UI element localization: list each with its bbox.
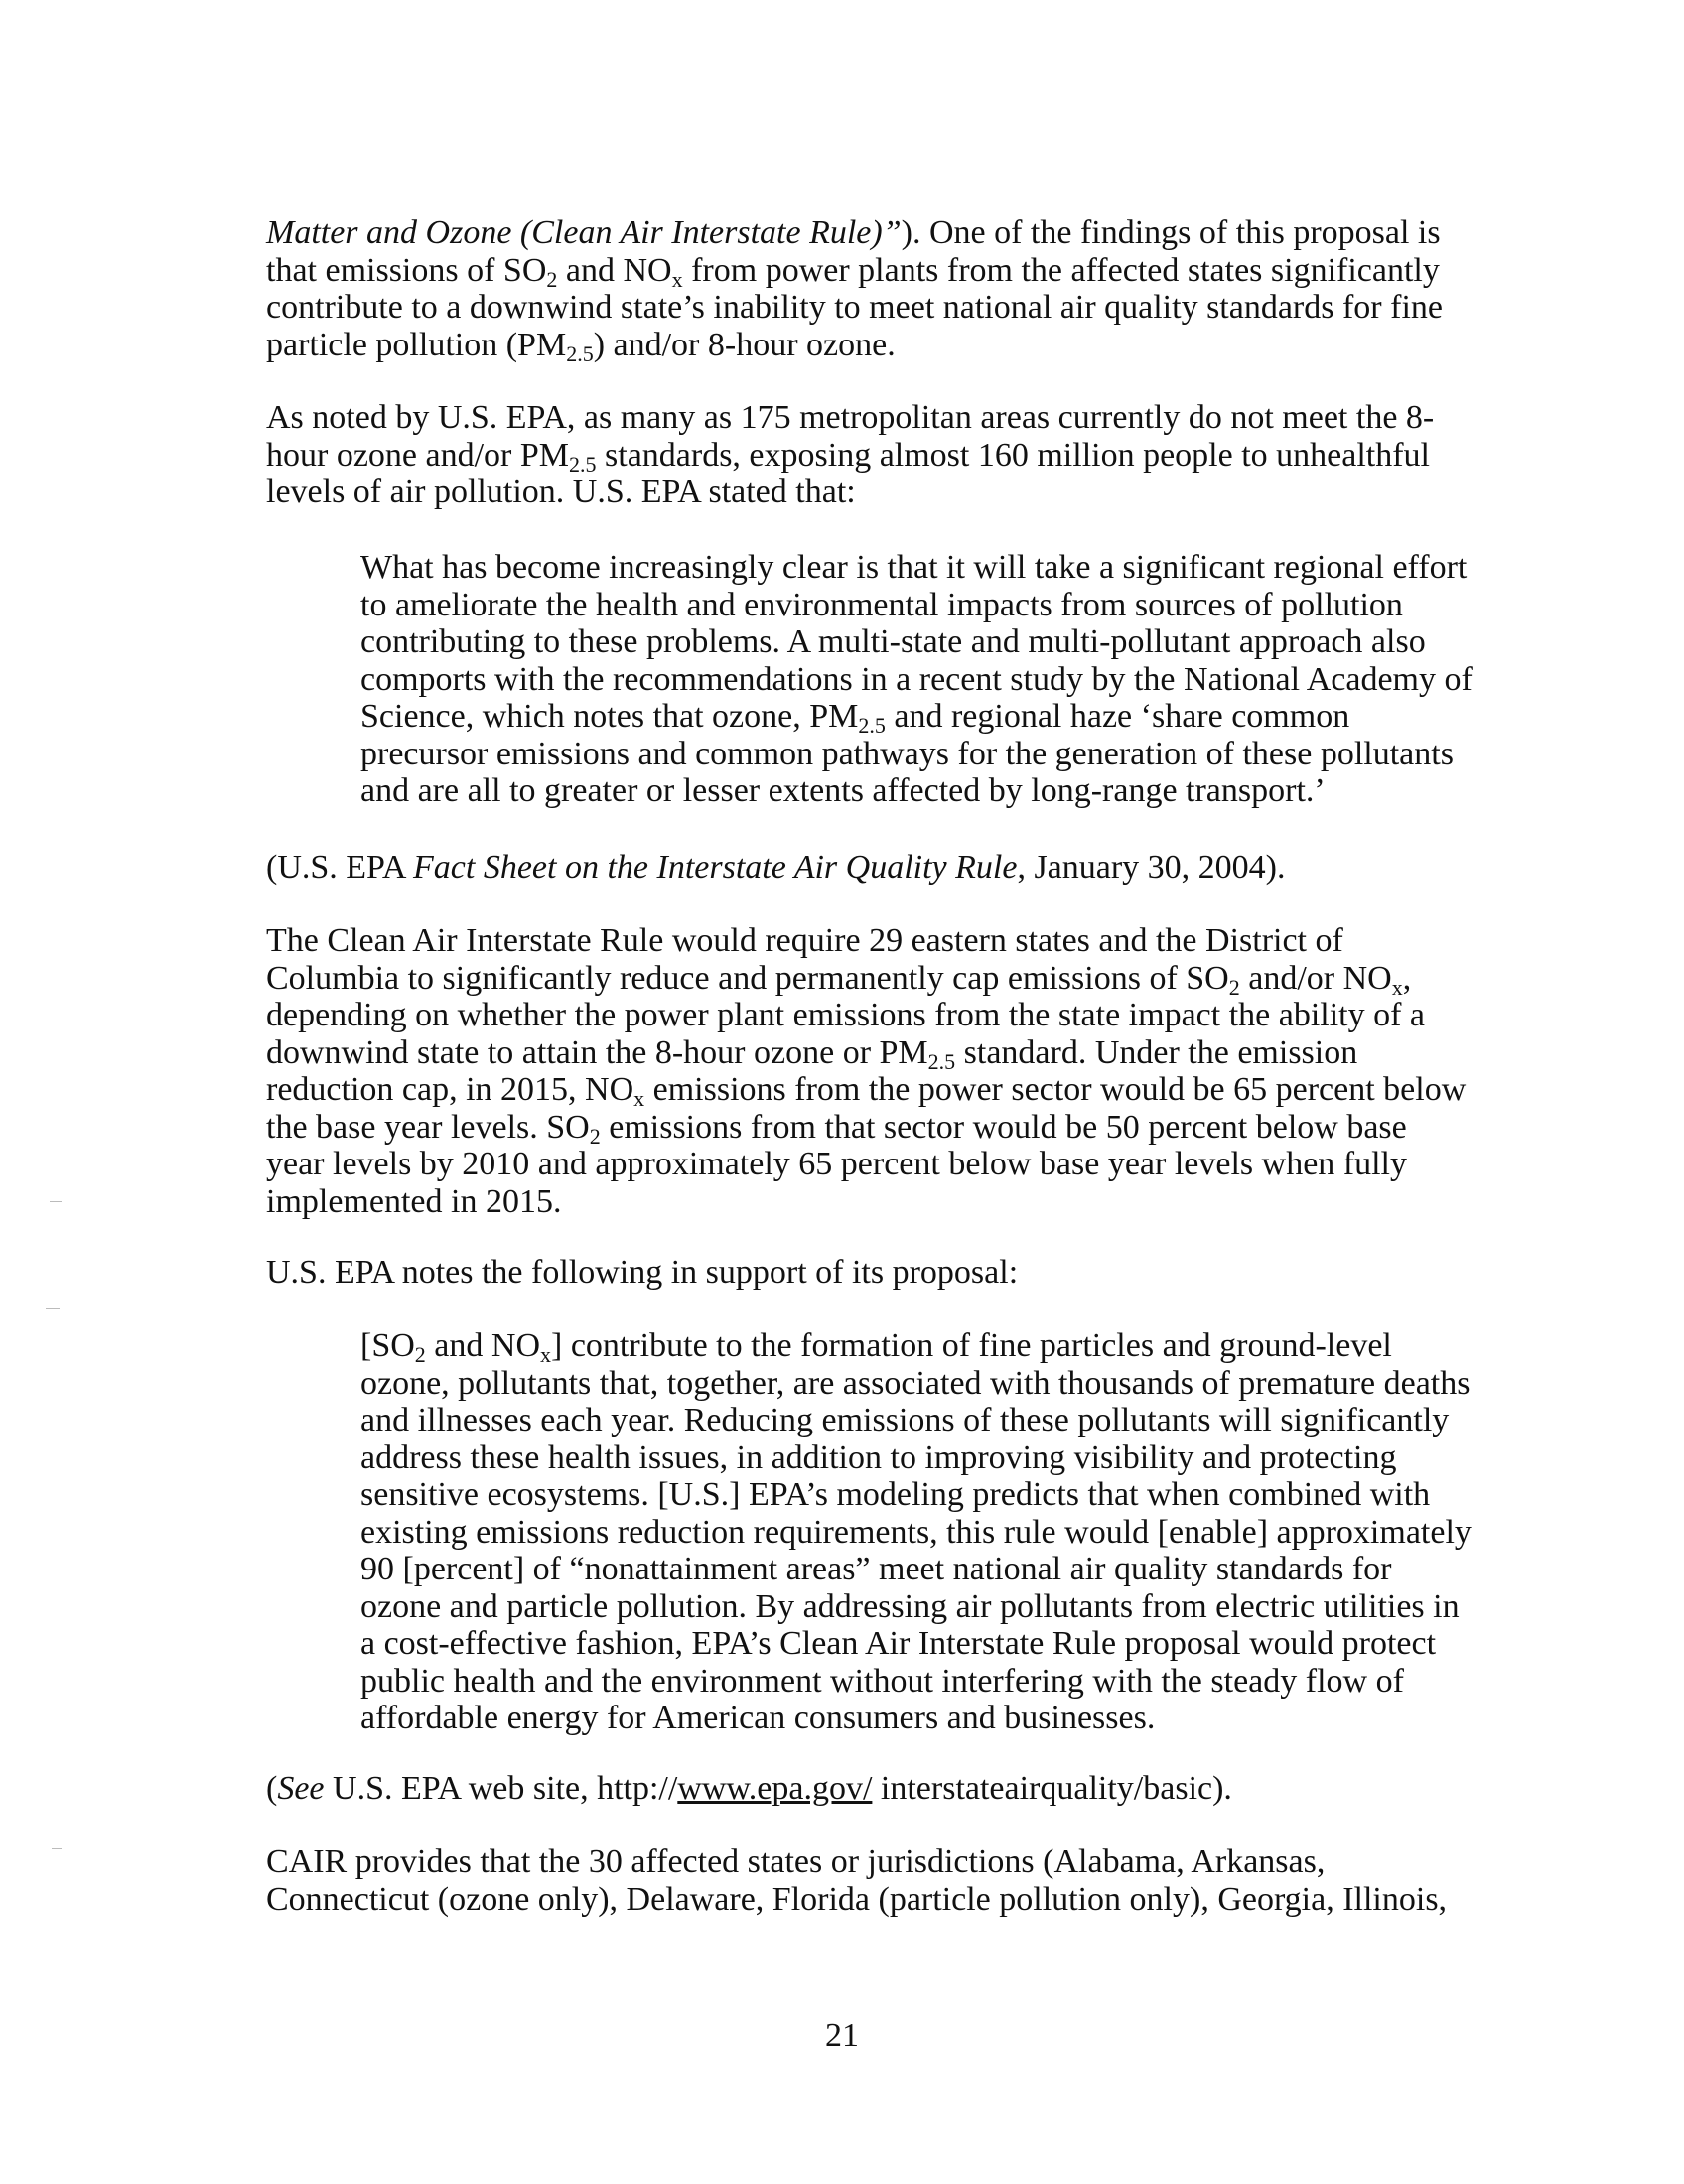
text-line: address these health issues, in addition to improving visibility and protecting <box>360 1438 1397 1476</box>
text-line: particle pollution $(PM_{2.5})$ and/or 8-hour ozone. <box>266 326 896 366</box>
text-line: a cost-effective fashion, EPA’s Clean Air Interstate Rule proposal would protect <box>360 1625 1437 1662</box>
text-line: ozone, pollutants that, together, are associated with thousands of premature deaths <box>360 1364 1471 1402</box>
scan-margin-mark <box>46 1308 60 1309</box>
text-line: hour ozone and/or $PM_{2.5}$ standards, exposing almost 160 million people to unhealthful <box>266 436 1431 477</box>
text-line: that emissions of $SO_2$ and $NO_x$ from power plants from the affected states significantly <box>266 251 1440 292</box>
scan-margin-mark <box>50 1201 62 1202</box>
text-line: affordable energy for American consumers and businesses. <box>360 1700 1156 1736</box>
block-quote-epa-support <box>360 1327 1472 1737</box>
paragraph-epa-notes <box>266 1254 1438 1292</box>
text-line: U.S. EPA notes the following in support of its proposal: <box>266 1254 1019 1291</box>
text-line: As noted by U.S. EPA, as many as 175 metropolitan areas currently do not meet the 8- <box>266 399 1435 436</box>
scan-margin-mark <box>52 1848 62 1849</box>
text-line: contribute to a downwind state’s inability to meet national air quality standards for fine <box>266 289 1443 326</box>
text-line: and illnesses each year. Reducing emissions of these pollutants will significantly <box>360 1402 1450 1438</box>
citation-web-site <box>266 1770 1438 1808</box>
text-line: 90 [percent] of “nonattainment areas” meet national air quality standards for <box>360 1551 1392 1587</box>
italic-title: Fact Sheet on the Interstate Air Quality Rule <box>413 849 1018 886</box>
text-line: existing emissions reduction requirements, this rule would [enable] approximately <box>360 1513 1472 1551</box>
paragraph-cair-states <box>266 1843 1448 1918</box>
page-number: 21 <box>825 2017 859 2054</box>
text-line: The Clean Air Interstate Rule would require 29 eastern states and the District of <box>266 922 1343 959</box>
text-line: CAIR provides that the 30 affected states or jurisdictions (Alabama, Arkansas, <box>266 1843 1326 1880</box>
text-line: contributing to these problems. A multi-state and multi-pollutant approach also <box>360 623 1426 660</box>
text-line: ozone and particle pollution. By addressing air pollutants from electric utilities in <box>360 1587 1460 1625</box>
text-line: implemented in 2015. <box>266 1182 562 1220</box>
text-line: comports with the recommendations in a recent study by the National Academy of <box>360 660 1473 698</box>
text-line: (U.S. EPA Fact Sheet on the Interstate Air Quality Rule, January 30, 2004). <box>266 849 1286 886</box>
text-line: and are all to greater or lesser extents affected by long-range transport.’ <box>360 772 1326 809</box>
paragraph-interstate-rule <box>266 922 1467 1220</box>
italic-title: Matter and Ozone (Clean Air Interstate Rule)” <box>266 214 902 251</box>
italic-see: See <box>277 1770 325 1807</box>
text-line: [$SO_2$ and $NO_x$] contribute to the formation of fine particles and ground-level <box>360 1327 1392 1367</box>
text-line: Columbia to significantly reduce and permanently cap emissions of $SO_2$ and/or $NO_x$, <box>266 959 1412 1000</box>
text-line: the base year levels. $SO_2$ emissions from that sector would be 50 percent below base <box>266 1108 1407 1149</box>
text-line: year levels by 2010 and approximately 65 percent below base year levels when fully <box>266 1146 1407 1182</box>
text-line: to ameliorate the health and environmental impacts from sources of pollution <box>360 586 1403 623</box>
text-line: sensitive ecosystems. [U.S.] EPA’s modeling predicts that when combined with <box>360 1476 1431 1513</box>
text-line: What has become increasingly clear is that it will take a significant regional effort <box>360 549 1468 586</box>
citation-fact-sheet <box>266 849 1438 887</box>
text-line: (See U.S. EPA web site, http://www.epa.gov/ interstateairquality/basic). <box>266 1770 1232 1807</box>
text-line: downwind state to attain the 8-hour ozone or $PM_{2.5}$ standard. Under the emission <box>266 1033 1358 1074</box>
text-line: Matter and Ozone (Clean Air Interstate Rule)”). One of the findings of this proposal is <box>266 214 1441 251</box>
text-line: reduction cap, in 2015, $NO_x$ emissions from the power sector would be 65 percent below <box>266 1071 1467 1111</box>
text-line: depending on whether the power plant emissions from the state impact the ability of a <box>266 997 1426 1033</box>
epa-link[interactable]: www.epa.gov/ <box>677 1770 873 1807</box>
paragraph-clean-air-findings <box>266 214 1443 366</box>
paragraph-metropolitan-areas <box>266 399 1438 511</box>
text-line: precursor emissions and common pathways for the generation of these pollutants <box>360 735 1454 772</box>
block-quote-epa-statement <box>360 549 1473 810</box>
text-line: public health and the environment without interfering with the steady flow of <box>360 1662 1404 1700</box>
text-line: Connecticut (ozone only), Delaware, Florida (particle pollution only), Georgia, Illinois, <box>266 1880 1448 1918</box>
text-line: levels of air pollution. U.S. EPA stated that: <box>266 474 856 510</box>
text-line: Science, which notes that ozone, $PM_{2.5}$ and regional haze ‘share common <box>360 698 1350 738</box>
